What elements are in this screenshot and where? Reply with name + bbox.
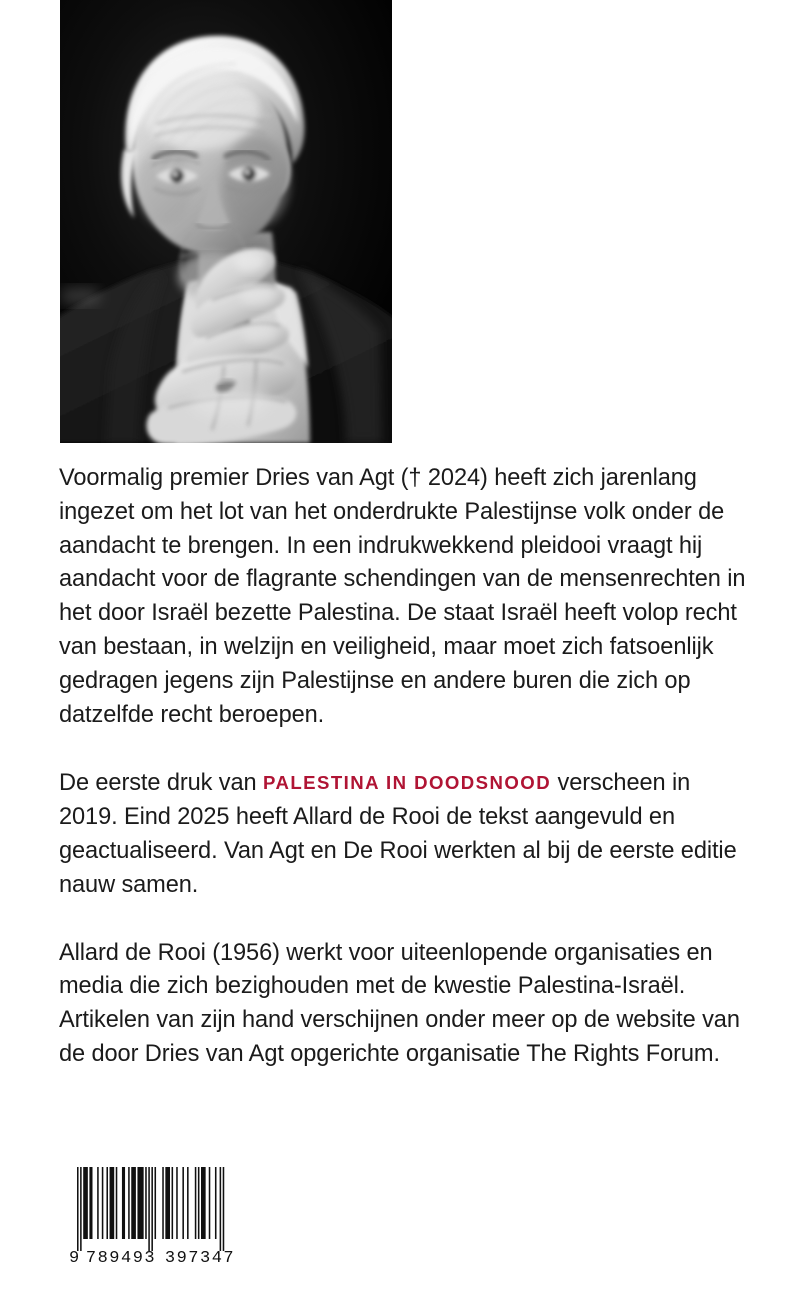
blurb-paragraph-2-tail: verscheen in 2019. Eind 2025 heeft Allard de Rooi de tekst aangevuld en geactualiseerd. Van Agt en De Rooi werkten al bij de eerste editie nauw samen.	[59, 770, 737, 898]
isbn-barcode	[63, 1163, 253, 1269]
author-portrait	[60, 0, 392, 443]
barcode-digit-lead: 9	[69, 1249, 80, 1268]
barcode-digits-right: 397347	[164, 1249, 236, 1268]
book-title-mention: PALESTINA IN DOODSNOOD	[263, 772, 552, 794]
blurb-paragraph-1: Voormalig premier Dries van Agt († 2024) heeft zich jarenlang ingezet om het lot van het onderdrukte Palestijnse volk onder de aandacht te brengen. In een indrukwekkend pleidooi vraagt hij aandacht voor de flagrante schendingen van de mensenrechten in het door Israël bezette Palestina. De staat Israël heeft volop recht van bestaan, in welzijn en veiligheid, maar moet zich fatsoenlijk gedragen jegens zijn Palestijnse en andere buren die zich op datzelfde recht beroepen.	[59, 465, 746, 728]
barcode-image	[63, 1163, 253, 1269]
portrait-image	[60, 0, 392, 443]
blurb-paragraph-2	[59, 766, 749, 902]
blurb-text-block	[59, 462, 749, 1072]
barcode-digits-left: 789493	[85, 1249, 157, 1268]
blurb-paragraph-3: Allard de Rooi (1956) werkt voor uiteenlopende organisaties en media die zich bezighouden met de kwestie Palestina-Israël. Artikelen van zijn hand verschijnen onder meer op de website van de door Dries van Agt opgerichte organisatie The Rights Forum.	[59, 939, 740, 1067]
blurb-paragraph-2-lead: De eerste druk van	[59, 770, 263, 797]
